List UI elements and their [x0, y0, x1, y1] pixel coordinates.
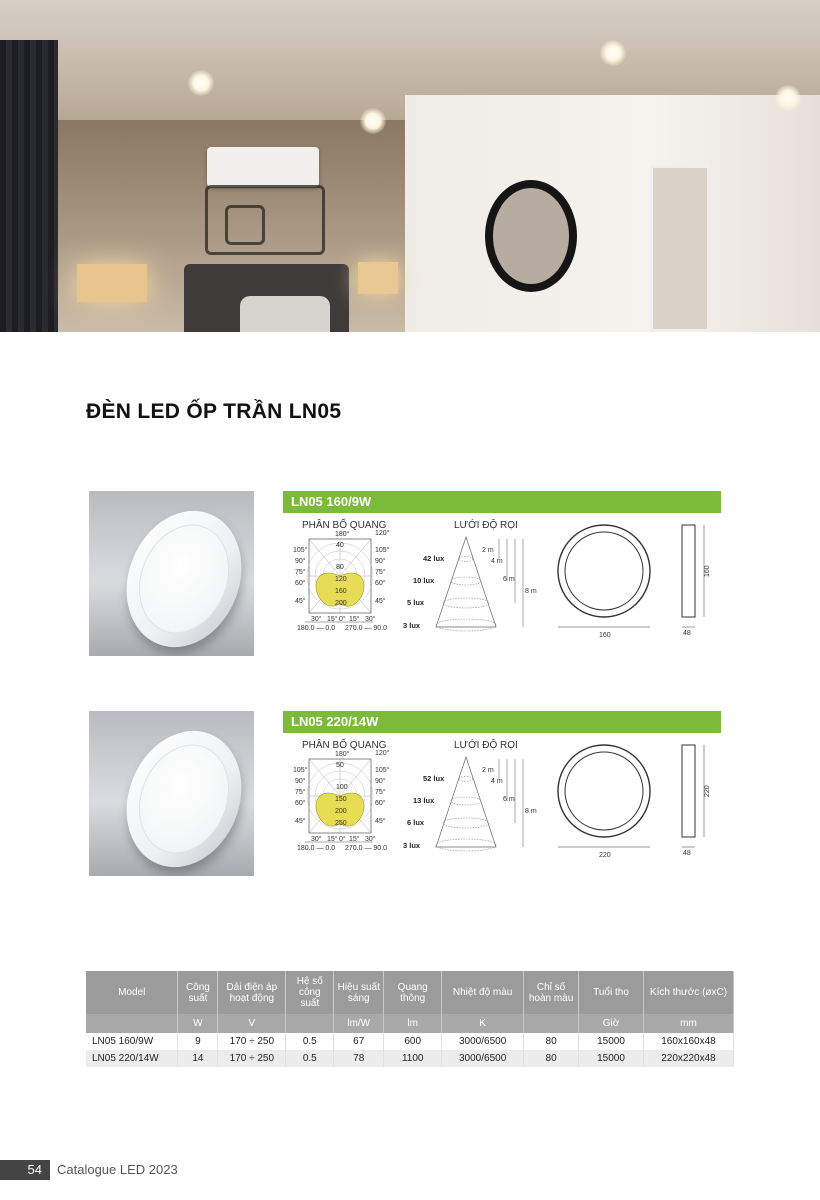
angle-label: 45°	[295, 818, 306, 825]
depth-label: 48	[683, 850, 691, 857]
table-cell: 9	[178, 1033, 218, 1050]
table-cell: 80	[524, 1033, 579, 1050]
height-label: 160	[704, 565, 711, 577]
legend-label: 180.0 — 0.0	[297, 625, 336, 632]
unit-header	[286, 1014, 334, 1033]
diameter-label: 160	[599, 632, 611, 639]
angle-label: 60°	[375, 800, 386, 807]
lux-label: 52 lux	[423, 774, 445, 783]
unit-header: V	[218, 1014, 286, 1033]
distance-label: 6 m	[503, 576, 515, 583]
distance-label: 8 m	[525, 588, 537, 595]
pillow	[240, 296, 330, 332]
lux-label: 6 lux	[407, 818, 425, 827]
distance-label: 2 m	[482, 547, 494, 554]
table-cell: 67	[334, 1033, 384, 1050]
diameter-label: 220	[599, 852, 611, 859]
table-cell: 3000/6500	[442, 1050, 524, 1067]
table-header: Dải điện áp hoạt động	[218, 971, 286, 1014]
angle-label: 15°	[327, 616, 338, 623]
table-header: Tuổi thọ	[579, 971, 644, 1014]
table-cell: 0.5	[286, 1033, 334, 1050]
unit-header: lm/W	[334, 1014, 384, 1033]
ring-label: 40	[336, 542, 344, 549]
unit-header: mm	[643, 1014, 733, 1033]
front-view-drawing	[549, 741, 661, 861]
ceiling-light-disc	[107, 493, 254, 656]
ceiling-spotlight	[775, 85, 801, 111]
depth-label: 48	[683, 630, 691, 637]
table-cell: 170 ÷ 250	[218, 1033, 286, 1050]
angle-label: 15°	[327, 836, 338, 843]
wall-art	[205, 185, 325, 255]
table-cell: 220x220x48	[643, 1050, 733, 1067]
unit-header: K	[442, 1014, 524, 1033]
angle-label: 45°	[295, 598, 306, 605]
product-photo	[89, 711, 254, 876]
ring-label: 50	[336, 762, 344, 769]
legend-label: 270.0 — 90.0	[345, 625, 388, 632]
door	[650, 165, 710, 332]
table-cell: 78	[334, 1050, 384, 1067]
ring-label: 100	[336, 784, 348, 791]
lux-label: 3 lux	[403, 841, 421, 850]
table-cell: 80	[524, 1050, 579, 1067]
ceiling-light-disc	[107, 713, 254, 876]
table-row	[86, 1033, 734, 1050]
table-cell: 3000/6500	[442, 1033, 524, 1050]
ring-label: 150	[335, 796, 347, 803]
ring-label: 80	[336, 564, 344, 571]
angle-label: 75°	[375, 789, 386, 796]
product-name-bar: LN05 160/9W	[283, 491, 721, 513]
angle-label: 105°	[375, 767, 390, 774]
angle-label: 60°	[295, 580, 306, 587]
angle-label: 30°	[365, 836, 376, 843]
table-cell: 0.5	[286, 1050, 334, 1067]
angle-label: 30°	[365, 616, 376, 623]
legend-label: 270.0 — 90.0	[345, 845, 388, 852]
angle-label: 0°	[339, 836, 346, 843]
table-header: Quang thông	[384, 971, 442, 1014]
product-photo	[89, 491, 254, 656]
table-header: Nhiệt độ màu	[442, 971, 524, 1014]
height-label: 220	[704, 785, 711, 797]
ceiling-spotlight	[188, 70, 214, 96]
distance-label: 6 m	[503, 796, 515, 803]
ring-label: 200	[335, 600, 347, 607]
table-header: Model	[86, 971, 178, 1014]
catalogue-label: Catalogue LED 2023	[57, 1162, 178, 1177]
unit-header	[86, 1014, 178, 1033]
distance-label: 2 m	[482, 767, 494, 774]
table-header: Chỉ số hoàn màu	[524, 971, 579, 1014]
page-title	[86, 400, 341, 424]
polar-distribution-chart	[289, 521, 397, 639]
grid-label: LƯỚI ĐỘ RỌI	[454, 520, 518, 531]
table-lamp-right	[358, 262, 398, 294]
polar-distribution-chart	[289, 741, 397, 859]
angle-label: 90°	[375, 778, 386, 785]
angle-label: 60°	[295, 800, 306, 807]
table-cell: 15000	[579, 1050, 644, 1067]
ring-label: 160	[335, 588, 347, 595]
title-prefix: ĐÈN	[86, 400, 138, 423]
unit-header	[524, 1014, 579, 1033]
angle-label: 105°	[375, 547, 390, 554]
table-cell: 170 ÷ 250	[218, 1050, 286, 1067]
table-cell: 160x160x48	[643, 1033, 733, 1050]
unit-header: Giờ	[579, 1014, 644, 1033]
angle-label: 30°	[311, 836, 322, 843]
spec-table	[86, 971, 734, 1067]
angle-label: 60°	[375, 580, 386, 587]
page-number: 54	[0, 1160, 50, 1180]
unit-header: W	[178, 1014, 218, 1033]
table-cell: 1100	[384, 1050, 442, 1067]
round-mirror	[485, 180, 577, 292]
angle-label: 180°	[335, 531, 350, 538]
distance-label: 4 m	[491, 778, 503, 785]
distribution-label: PHÂN BỐ QUANG	[302, 520, 387, 531]
angle-label: 90°	[295, 558, 306, 565]
table-row	[86, 1050, 734, 1067]
table-header: Công suất	[178, 971, 218, 1014]
lux-label: 13 lux	[413, 796, 435, 805]
right-wall	[405, 95, 820, 332]
angle-label: 30°	[311, 616, 322, 623]
grid-label: LƯỚI ĐỘ RỌI	[454, 740, 518, 751]
product-name-bar: LN05 220/14W	[283, 711, 721, 733]
angle-label: 105°	[293, 547, 308, 554]
angle-label: 45°	[375, 598, 386, 605]
angle-label: 75°	[295, 569, 306, 576]
lux-label: 3 lux	[403, 621, 421, 630]
table-header: Kích thước (øxC)	[643, 971, 733, 1014]
angle-label: 120°	[375, 530, 390, 537]
curtain	[0, 40, 58, 332]
table-header: Hiệu suất sáng	[334, 971, 384, 1014]
side-view-drawing	[674, 521, 714, 641]
angle-label: 75°	[295, 789, 306, 796]
table-cell: LN05 220/14W	[86, 1050, 178, 1067]
angle-label: 90°	[295, 778, 306, 785]
table-header: Hệ số công suất	[286, 971, 334, 1014]
legend-label: 180.0 — 0.0	[297, 845, 336, 852]
angle-label: 120°	[375, 750, 390, 757]
side-view-drawing	[674, 741, 714, 861]
ring-label: 120	[335, 576, 347, 583]
ring-label: 250	[335, 820, 347, 827]
illuminance-cone	[399, 521, 549, 641]
distribution-label: PHÂN BỐ QUANG	[302, 740, 387, 751]
angle-label: 45°	[375, 818, 386, 825]
wall-art-small	[225, 205, 265, 245]
angle-label: 180°	[335, 751, 350, 758]
table-cell: 15000	[579, 1033, 644, 1050]
table-cell: LN05 160/9W	[86, 1033, 178, 1050]
unit-header: lm	[384, 1014, 442, 1033]
table-cell: 600	[384, 1033, 442, 1050]
distance-label: 8 m	[525, 808, 537, 815]
angle-label: 105°	[293, 767, 308, 774]
angle-label: 0°	[339, 616, 346, 623]
ceiling-spotlight	[600, 40, 626, 66]
lux-label: 42 lux	[423, 554, 445, 563]
angle-label: 75°	[375, 569, 386, 576]
angle-label: 90°	[375, 558, 386, 565]
product-block-2	[89, 711, 729, 881]
table-cell: 14	[178, 1050, 218, 1067]
table-lamp-left	[77, 264, 147, 302]
ceiling-spotlight	[360, 108, 386, 134]
lux-label: 5 lux	[407, 598, 425, 607]
product-block-1	[89, 491, 729, 661]
ring-label: 200	[335, 808, 347, 815]
title-bold: LED ỐP TRẦN LN05	[137, 400, 342, 423]
angle-label: 15°	[349, 616, 360, 623]
footer	[0, 1160, 250, 1180]
angle-label: 15°	[349, 836, 360, 843]
air-conditioner	[207, 147, 319, 187]
illuminance-cone	[399, 741, 549, 861]
lux-label: 10 lux	[413, 576, 435, 585]
distance-label: 4 m	[491, 558, 503, 565]
hero-photo	[0, 0, 820, 332]
front-view-drawing	[549, 521, 661, 641]
